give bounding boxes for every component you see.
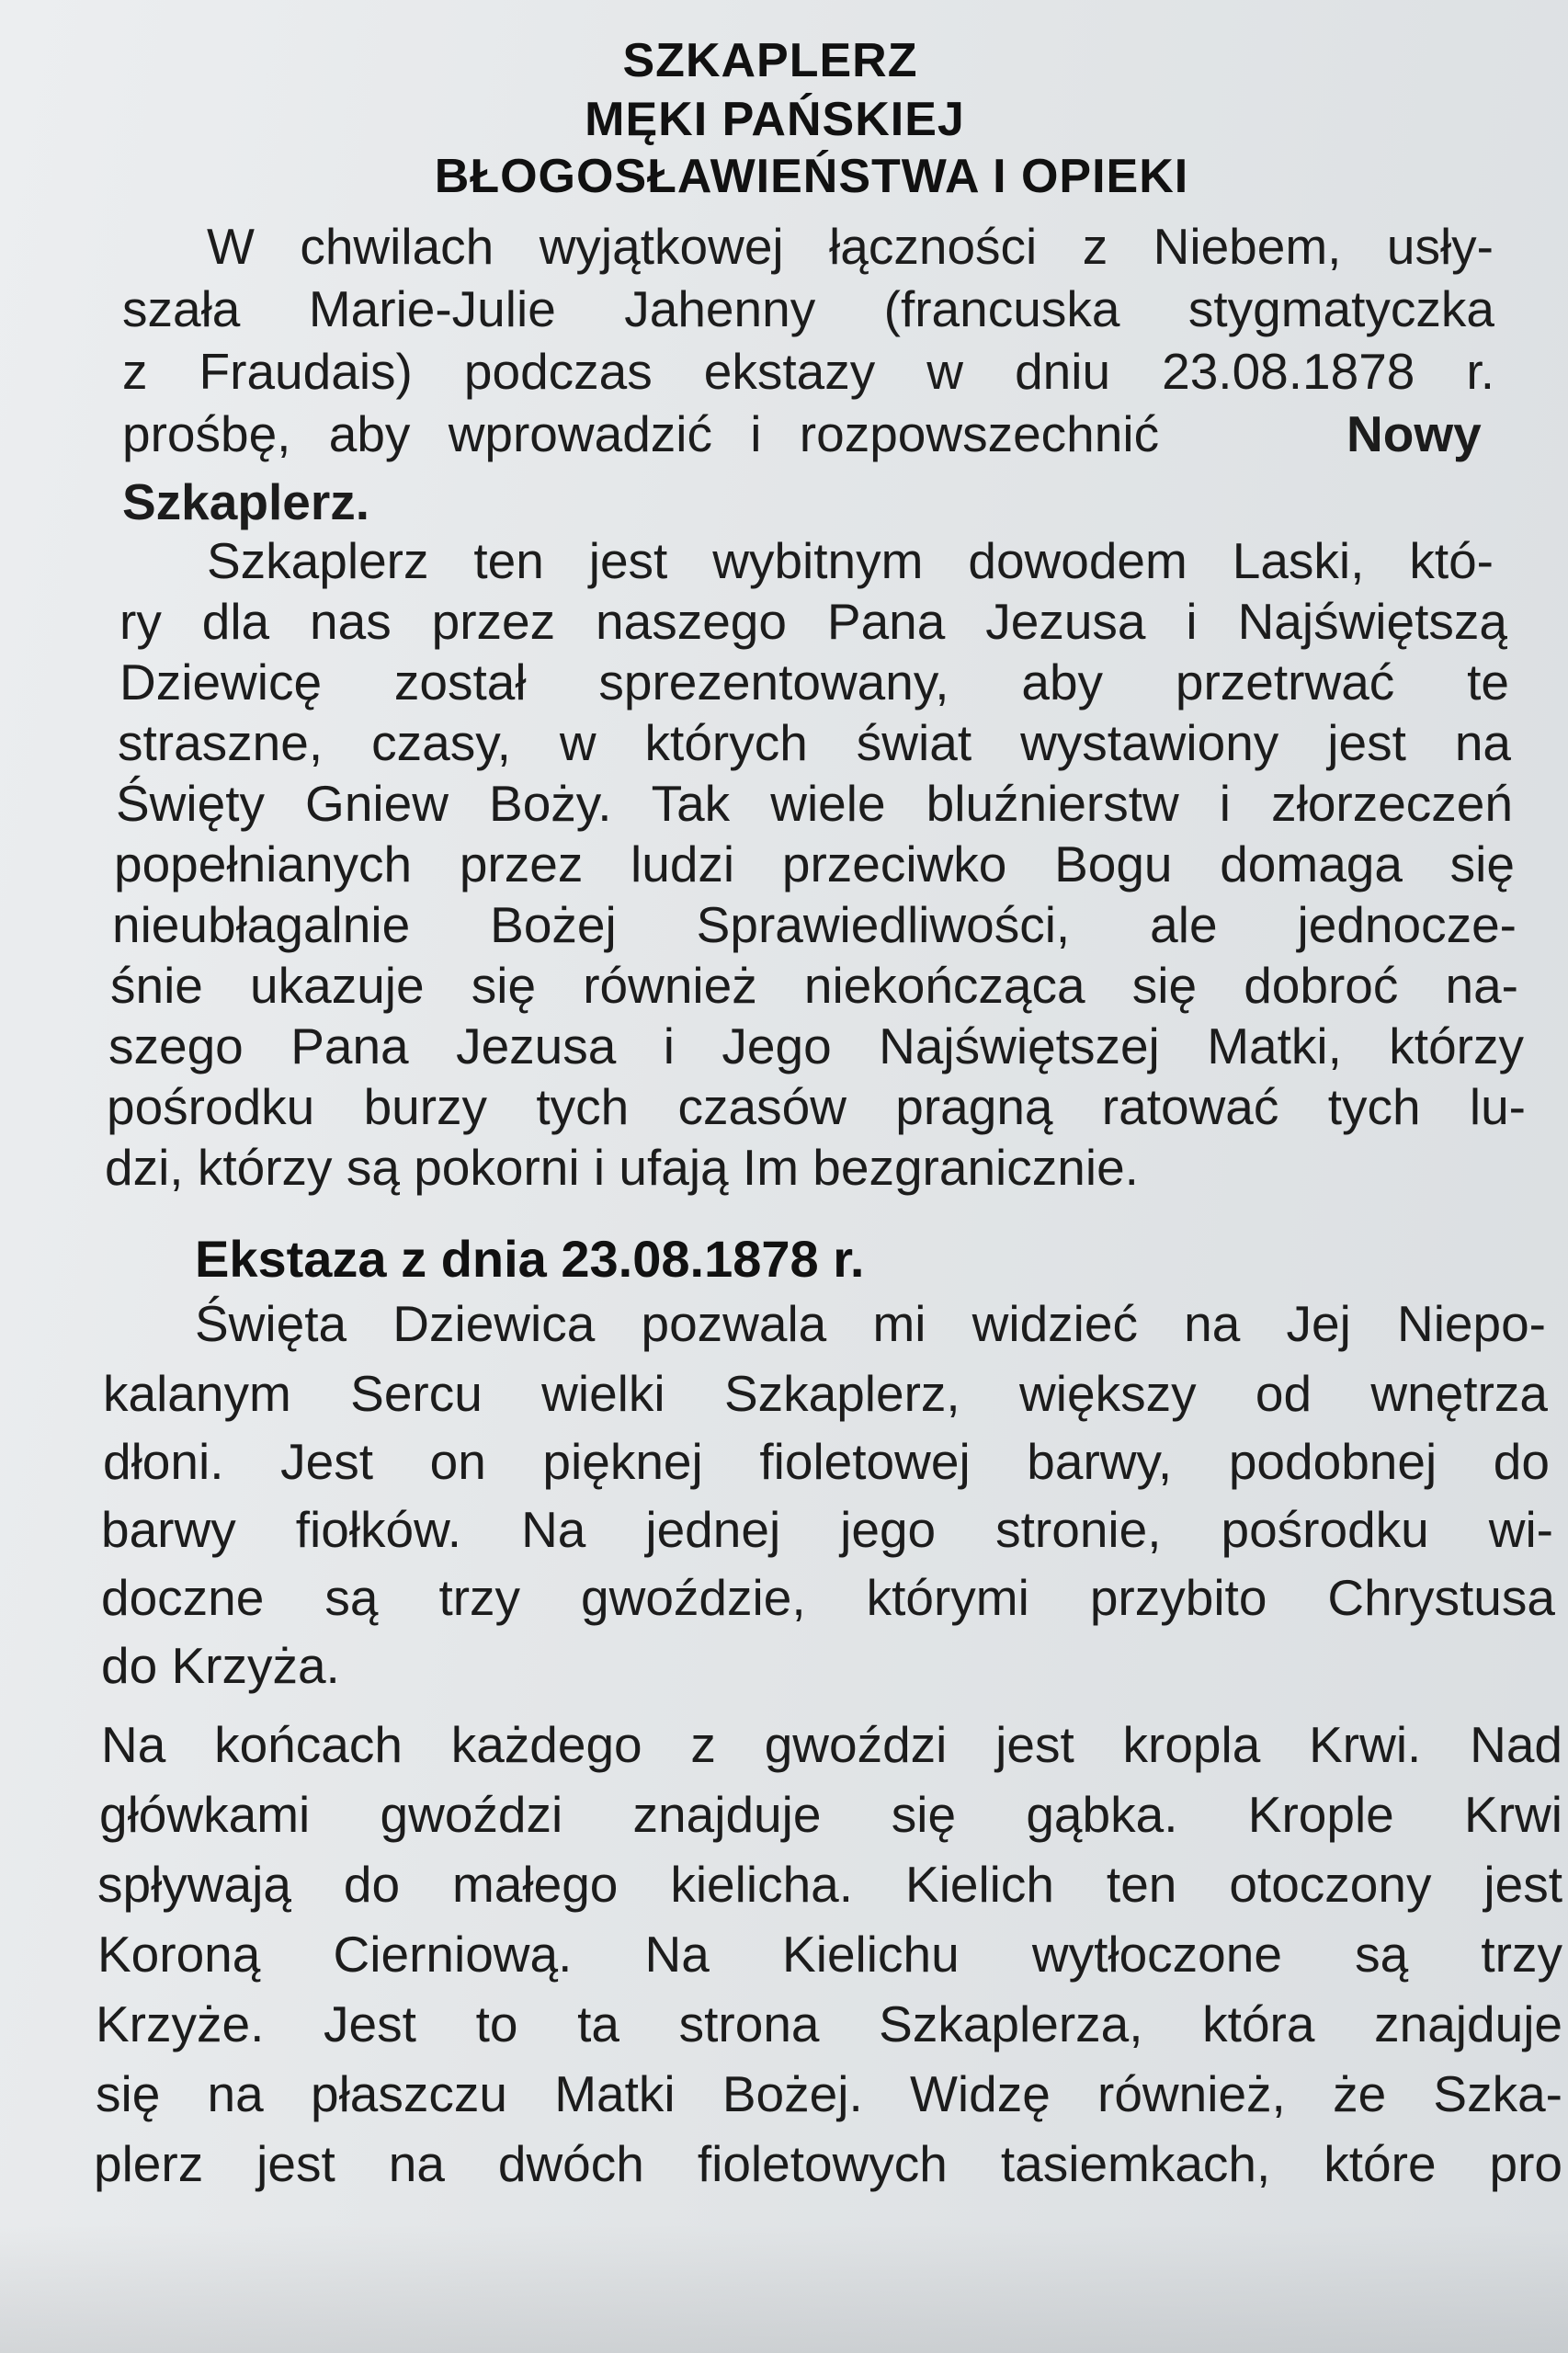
paragraph-2-line-10: pośrodku burzy tych czasów pragną ratować tych lu- xyxy=(107,1078,1526,1135)
heading-line-2: MĘKI PAŃSKIEJ xyxy=(585,93,965,146)
paragraph-2-line-11: dzi, którzy są pokorni i ufają Im bezgranicznie. xyxy=(105,1139,1139,1196)
paragraph-2-line-7: nieubłagalnie Bożej Sprawiedliwości, ale jednocze- xyxy=(112,896,1517,953)
paragraph-1-bold-line: Szkaplerz. xyxy=(122,473,370,530)
paragraph-2-line-8: śnie ukazuje się również niekończąca się dobroć na- xyxy=(110,957,1518,1014)
paragraph-4-line-7: plerz jest na dwóch fioletowych tasiemkach, które pro xyxy=(94,2135,1562,2192)
paragraph-2-line-6: popełnianych przez ludzi przeciwko Bogu domaga się xyxy=(114,835,1515,892)
paragraph-1-bold-tail: Nowy xyxy=(1346,405,1482,462)
paragraph-4-line-3: spływają do małego kielicha. Kielich ten otoczony jest xyxy=(97,1856,1562,1913)
paragraph-4-line-2: główkami gwoździ znajduje się gąbka. Krople Krwi xyxy=(99,1786,1562,1843)
paragraph-3-line-6: do Krzyża. xyxy=(101,1637,340,1694)
paragraph-3-line-2: kalanym Sercu wielki Szkaplerz, większy od wnętrza xyxy=(103,1365,1548,1422)
paragraph-2-line-5: Święty Gniew Boży. Tak wiele bluźnierstw i złorzeczeń xyxy=(116,775,1513,832)
paragraph-2-line-9: szego Pana Jezusa i Jego Najświętszej Matki, którzy xyxy=(108,1017,1524,1074)
page-shadow xyxy=(0,2224,1568,2353)
ecstasy-subheading: Ekstaza z dnia 23.08.1878 r. xyxy=(195,1230,865,1288)
paragraph-3-line-1: Święta Dziewica pozwala mi widzieć na Jej Niepo- xyxy=(195,1295,1546,1352)
paragraph-3-line-5: doczne są trzy gwoździe, którymi przybito Chrystusa xyxy=(101,1569,1555,1626)
heading-line-3: BŁOGOSŁAWIEŃSTWA I OPIEKI xyxy=(434,150,1189,203)
paragraph-1-line-3: z Fraudais) podczas ekstazy w dniu 23.08.1878 r. xyxy=(122,343,1494,400)
paragraph-3-line-3: dłoni. Jest on pięknej fioletowej barwy, podobnej do xyxy=(103,1433,1550,1490)
paragraph-1-line-1: W chwilach wyjątkowej łączności z Niebem, usły- xyxy=(207,218,1494,275)
paragraph-2-line-2: ry dla nas przez naszego Pana Jezusa i Najświętszą xyxy=(119,593,1507,650)
paragraph-1-line-2: szała Marie-Julie Jahenny (francuska stygmatyczka xyxy=(122,280,1494,337)
paragraph-1-line-4: prośbę, aby wprowadzić i rozpowszechnić xyxy=(122,405,1160,462)
paragraph-3-line-4: barwy fiołków. Na jednej jego stronie, pośrodku wi- xyxy=(101,1501,1553,1558)
paragraph-2-line-4: straszne, czasy, w których świat wystawiony jest na xyxy=(118,714,1511,771)
paragraph-2-line-1: Szkaplerz ten jest wybitnym dowodem Laski, któ- xyxy=(207,532,1494,589)
heading-line-1: SZKAPLERZ xyxy=(622,34,918,87)
paragraph-2-line-3: Dziewicę został sprezentowany, aby przetrwać te xyxy=(119,654,1509,710)
paragraph-4-line-5: Krzyże. Jest to ta strona Szkaplerza, która znajduje xyxy=(96,1995,1562,2052)
paragraph-4-line-1: Na końcach każdego z gwoździ jest kropla Krwi. Nad xyxy=(101,1716,1562,1773)
paragraph-4-line-4: Koroną Cierniową. Na Kielichu wytłoczone są trzy xyxy=(97,1926,1562,1983)
paragraph-4-line-6: się na płaszczu Matki Bożej. Widzę również, że Szka- xyxy=(96,2065,1562,2122)
